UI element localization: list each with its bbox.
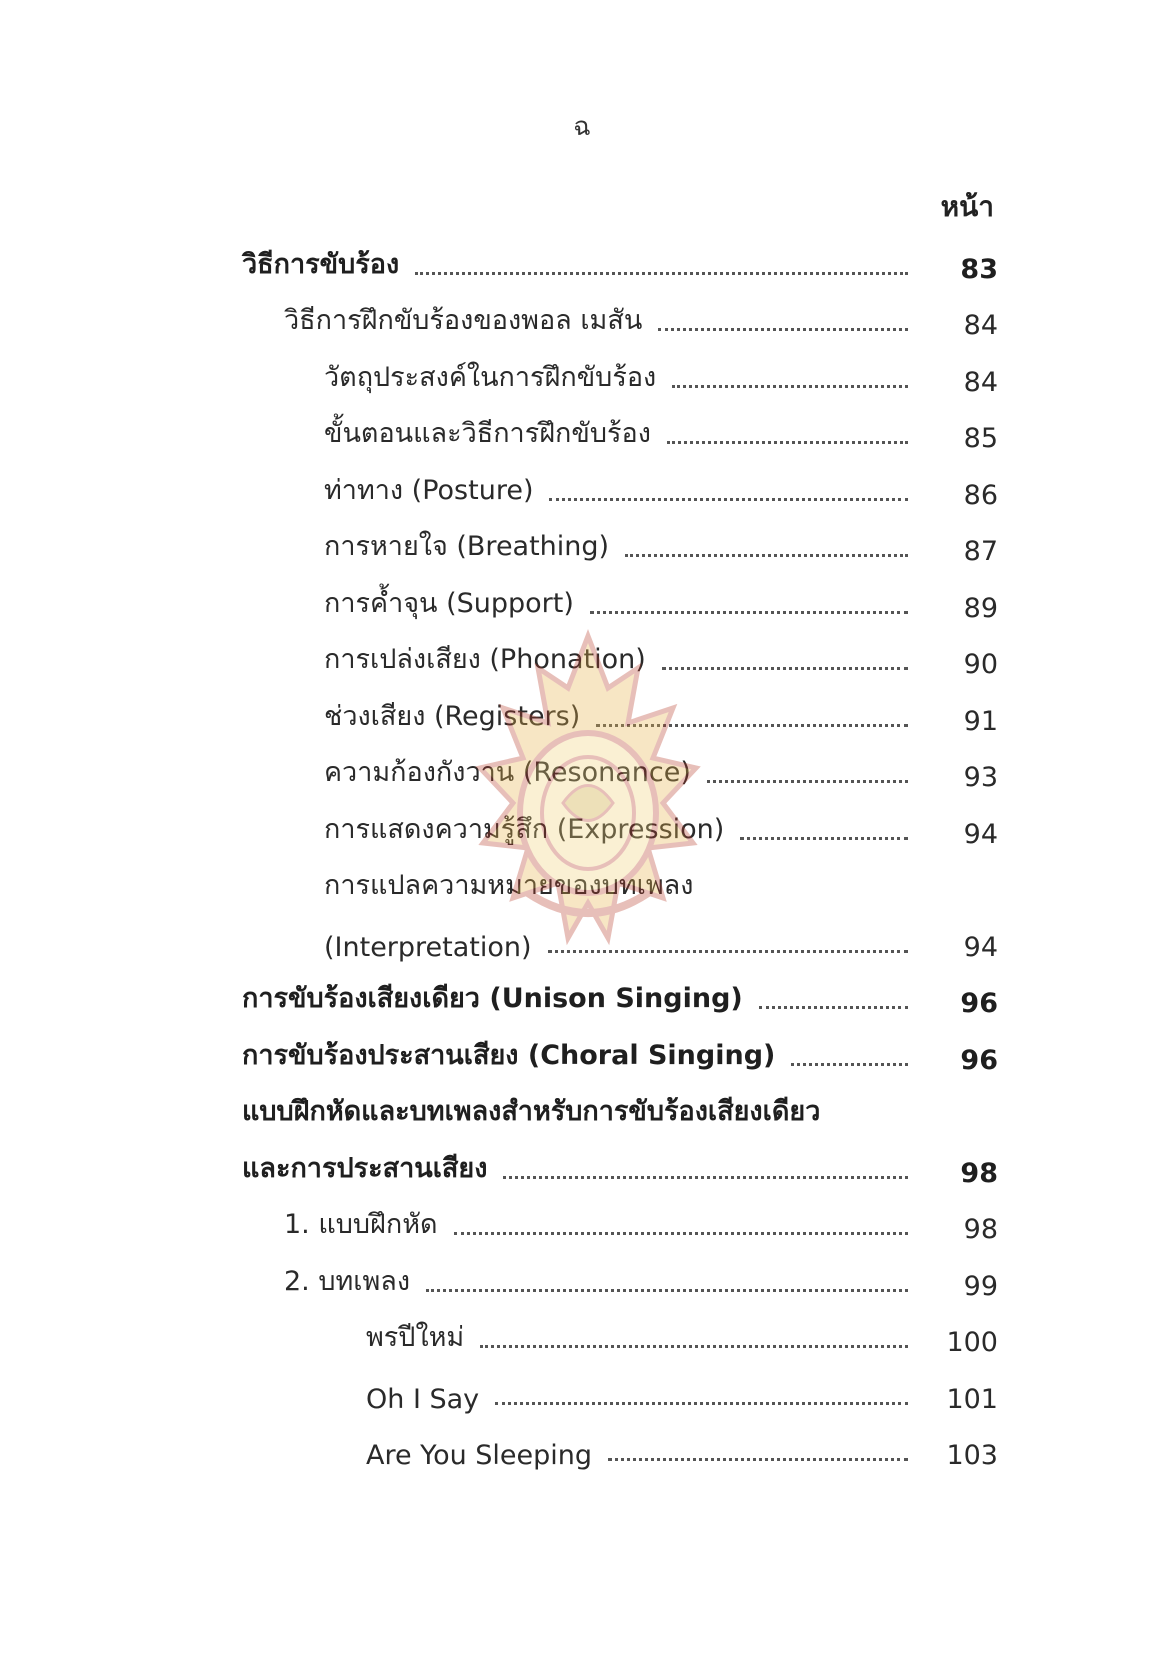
toc-entry-page-number: 100 [946,1327,998,1358]
toc-entry [242,345,998,402]
toc-entry [242,1080,998,1137]
toc-entry-page-number: 96 [960,988,998,1019]
toc-entry-title: ท่าทาง (Posture) [324,474,534,506]
toc-entry-page-number: 85 [963,423,998,454]
toc-entry-page-number: 93 [963,762,998,793]
table-of-contents [242,232,998,1475]
toc-entry [242,458,998,515]
toc-entry-page-number: 84 [963,310,998,341]
toc-entry-page-number: 99 [963,1270,998,1302]
toc-entry [242,910,998,967]
toc-entry-title: 2. บทเพลง [284,1265,411,1297]
toc-entry [242,1419,998,1476]
toc-entry-page-number: 84 [963,366,998,398]
dot-leader [548,950,908,953]
dot-leader [415,272,908,275]
toc-entry [242,1023,998,1080]
toc-entry [242,1136,998,1193]
toc-entry-page-number: 83 [960,253,998,285]
dot-leader [667,441,908,444]
dot-leader [549,498,908,501]
dot-leader [426,1289,908,1292]
dot-leader [707,780,908,783]
toc-entry-page-number: 103 [946,1440,998,1471]
toc-entry-title: การแปลความหมายของบทเพลง [324,870,694,901]
toc-entry-title: 1. แบบฝึกหัด [284,1209,438,1240]
dot-leader [590,611,908,614]
toc-entry-title: วัตถุประสงค์ในการฝึกขับร้อง [324,361,657,393]
toc-entry-title: การขับร้องประสานเสียง (Choral Singing) [242,1039,776,1071]
toc-entry [242,967,998,1024]
toc-entry-page-number: 94 [963,818,998,850]
toc-entry-title: และการประสานเสียง [242,1152,488,1184]
toc-entry [242,854,998,911]
dot-leader [503,1176,908,1179]
toc-entry-title: การเปล่งเสียง (Phonation) [324,644,646,675]
toc-entry [242,571,998,628]
toc-entry-title: การค้ำจุน (Support) [324,587,574,619]
toc-entry-page-number: 96 [960,1044,998,1076]
toc-entry-title: ช่วงเสียง (Registers) [324,700,581,732]
toc-entry-title: การหายใจ (Breathing) [324,531,610,562]
dot-leader [759,1006,908,1009]
toc-entry-title: พรปีใหม่ [366,1322,465,1353]
toc-entry-page-number: 98 [960,1157,998,1189]
toc-entry-title: (Interpretation) [324,931,532,963]
dot-leader [658,328,908,331]
toc-entry [242,1249,998,1306]
toc-entry-page-number: 94 [963,931,998,963]
toc-entry-page-number: 101 [946,1383,998,1415]
dot-leader [672,385,908,388]
toc-entry [242,289,998,346]
toc-entry [242,515,998,572]
toc-entry-title: แบบฝึกหัดและบทเพลงสำหรับการขับร้องเสียงเดียว [242,1096,821,1127]
toc-entry [242,402,998,459]
toc-entry [242,797,998,854]
toc-entry-title: ความก้องกังวาน (Resonance) [324,757,691,788]
dot-leader [608,1458,908,1461]
toc-entry [242,1362,998,1419]
toc-entry-title: วิธีการขับร้อง [242,248,400,280]
toc-entry [242,1193,998,1250]
toc-entry-title: การขับร้องเสียงเดียว (Unison Singing) [242,983,743,1014]
dot-leader [596,724,908,727]
toc-entry-page-number: 98 [963,1214,998,1245]
toc-entry-title: Are You Sleeping [366,1440,593,1471]
toc-entry-title: ขั้นตอนและวิธีการฝึกขับร้อง [324,418,651,449]
dot-leader [662,667,908,670]
toc-entry-page-number: 87 [963,536,998,567]
page-marker: ฉ [573,112,591,142]
toc-entry-page-number [942,1132,998,1136]
toc-entry [242,232,998,289]
dot-leader [625,554,908,557]
toc-entry-page-number: 89 [963,592,998,624]
dot-leader [740,837,908,840]
dot-leader [454,1232,908,1235]
toc-entry [242,628,998,685]
toc-entry-page-number: 90 [963,649,998,680]
page-column-heading: หน้า [940,190,994,223]
toc-entry-title: การแสดงความรู้สึก (Expression) [324,813,725,845]
dot-leader [791,1063,908,1066]
dot-leader [480,1345,908,1348]
toc-entry [242,1306,998,1363]
toc-entry [242,684,998,741]
dot-leader [495,1402,908,1405]
toc-entry-page-number [942,906,998,910]
toc-entry-title: วิธีการฝึกขับร้องของพอล เมสัน [284,305,643,336]
toc-entry-page-number: 91 [963,705,998,737]
toc-entry-page-number: 86 [963,479,998,511]
toc-entry-title: Oh I Say [366,1383,480,1415]
toc-entry [242,741,998,798]
